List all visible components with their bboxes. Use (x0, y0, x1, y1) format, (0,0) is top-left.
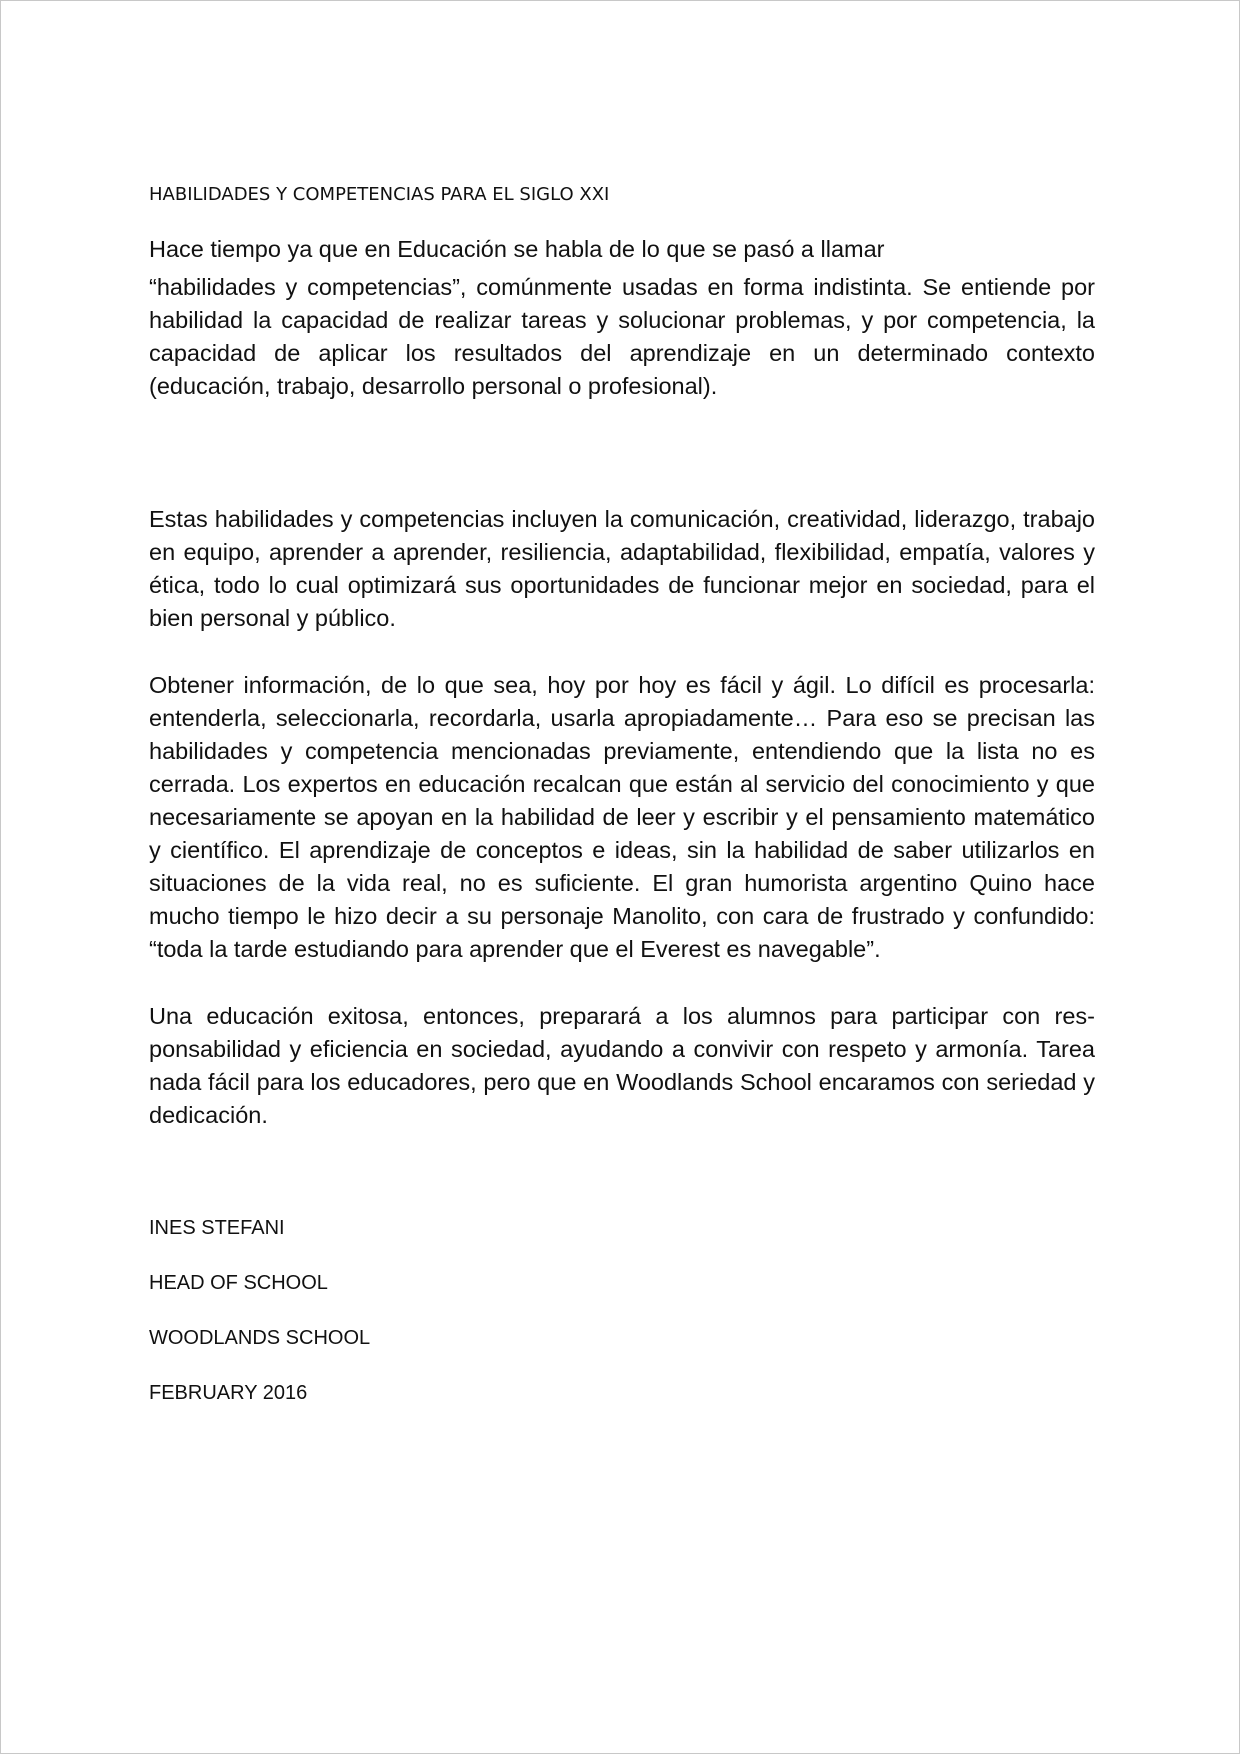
signature-role: HEAD OF SCHOOL (149, 1272, 328, 1294)
paragraph-skills: Estas habilidades y competencias incluyen la comunicación, creatividad, liderazgo, trabajo en equipo, aprender a aprender, resiliencia, adaptabilidad, flexibilidad, empatía, valores y ética, todo lo cual optimizará sus oportunidades de funcionar mejor en sociedad, para el bien personal y público. (149, 506, 1095, 631)
signature-organization: WOODLANDS SCHOOL (149, 1327, 371, 1349)
document-title: HABILIDADES Y COMPETENCIAS PARA EL SIGLO XXI (149, 184, 610, 205)
document-content (149, 177, 1095, 1436)
paragraph-intro-first-line: Hace tiempo ya que en Educación se habla de lo que se pasó a llamar (149, 236, 885, 262)
signature-block (149, 1216, 1095, 1405)
signature-date: FEBRUARY 2016 (149, 1382, 308, 1404)
paragraph-conclusion: Una educación exitosa, entonces, preparará a los alumnos para participar con responsabilidad y eficiencia en sociedad, ayudando a convivir con respeto y armonía. Tarea nada fácil para los educadores, pero que en Woodlands School encaramos con seriedad y dedicación. (149, 1003, 1095, 1128)
paragraph-intro (149, 233, 1095, 403)
paragraph-intro-body: “habilidades y competencias”, comúnmente usadas en forma indistinta. Se entiende por habilidad la capacidad de realizar tareas y solucionar problemas, y por competencia, la capacidad de aplicar los resultados del aprendizaje en un determinado contexto (educación, trabajo, desarrollo personal o profesional). (149, 274, 1095, 399)
signature-name: INES STEFANI (149, 1217, 285, 1239)
paragraph-information: Obtener información, de lo que sea, hoy por hoy es fácil y ágil. Lo difícil es procesarla: entenderla, seleccionarla, recordarla, usarla apropiadamente… Para eso se precisan las habilidades y competencia mencionadas previamente, entendiendo que la lista no es cerrada. Los expertos en educación recalcan que están al servicio del conocimiento y que necesariamente se apoyan en la habilidad de leer y escribir y el pensamiento matemático y científico. El aprendizaje de conceptos e ideas, sin la habilidad de saber utilizarlos en situaciones de la vida real, no es suficiente. El gran humorista argentino Quino hace mucho tiempo le hizo decir a su personaje Manolito, con cara de frustrado y confundido: “toda la tarde estudiando para aprender que el Everest es navegable”. (149, 672, 1095, 962)
